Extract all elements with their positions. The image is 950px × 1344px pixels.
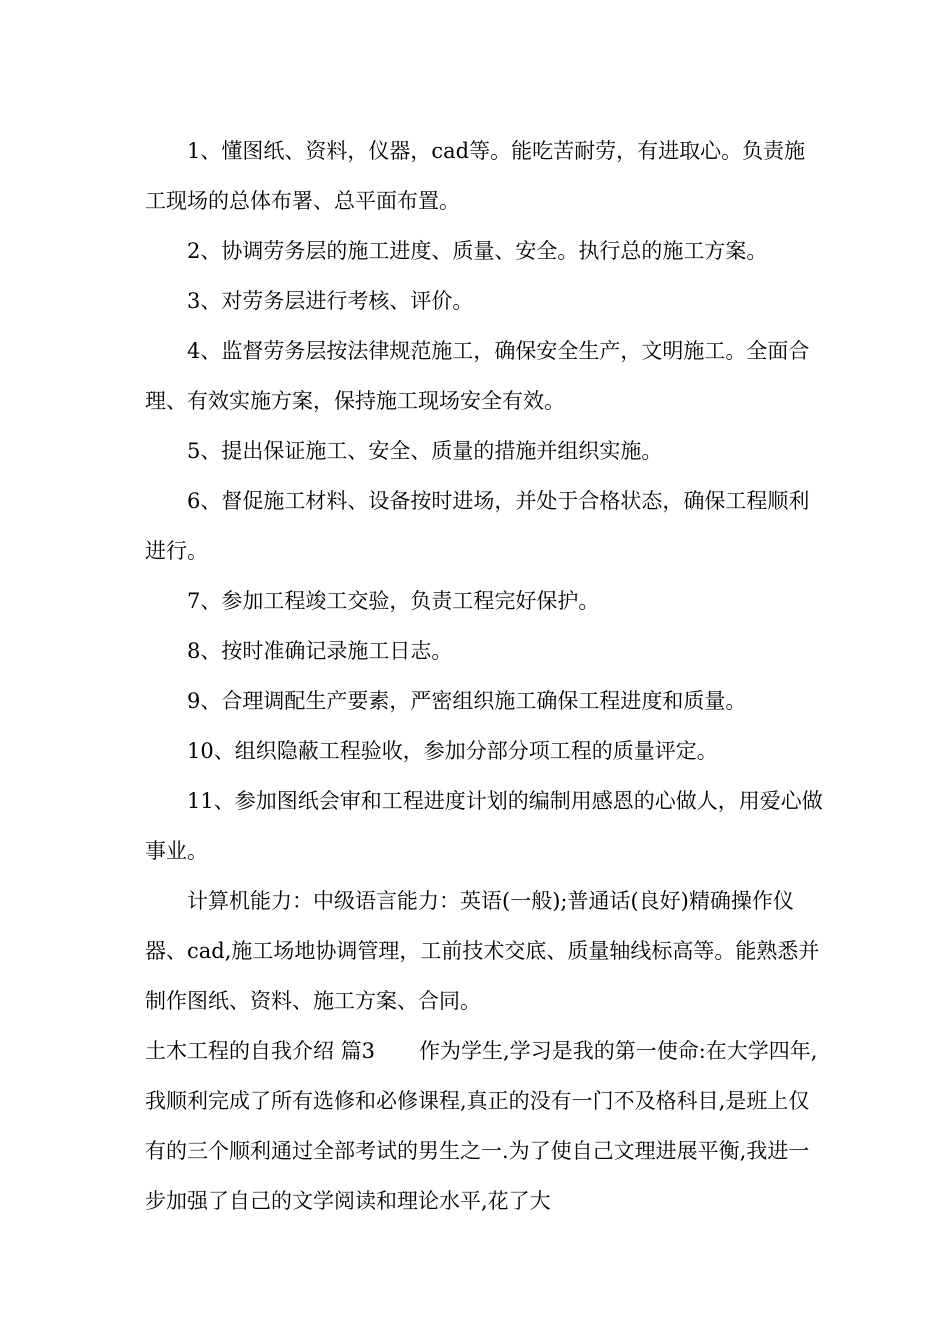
section-3-heading: 土木工程的自我介绍 篇3 [145, 1039, 376, 1063]
document-page [145, 126, 825, 1226]
duty-item-11: 11、参加图纸会审和工程进度计划的编制用感恩的心做人，用爱心做事业。 [145, 789, 823, 863]
duty-item-7: 7、参加工程竣工交验，负责工程完好保护。 [187, 589, 600, 613]
duty-item-4: 4、监督劳务层按法律规范施工，确保安全生产，文明施工。全面合理、有效实施方案，保持施工现场安全有效。 [145, 339, 810, 413]
duty-item-8: 8、按时准确记录施工日志。 [187, 639, 453, 663]
duty-item-5: 5、提出保证施工、安全、质量的措施并组织实施。 [187, 439, 663, 463]
duty-item-2: 2、协调劳务层的施工进度、质量、安全。执行总的施工方案。 [187, 239, 768, 263]
duty-item-3: 3、对劳务层进行考核、评价。 [187, 289, 474, 313]
duty-item-6: 6、督促施工材料、设备按时进场，并处于合格状态，确保工程顺利进行。 [145, 489, 810, 563]
duty-item-1: 1、懂图纸、资料，仪器，cad等。能吃苦耐劳，有进取心。负责施工现场的总体布署、总平面布置。 [145, 139, 806, 213]
section-3-body: 作为学生,学习是我的第一使命:在大学四年,我顺利完成了所有选修和必修课程,真正的没有一门不及格科目,是班上仅有的三个顺利通过全部考试的男生之一.为了使自己文理进展平衡,我进一步加强了自己的文学阅读和理论水平,花了大 [145, 1039, 818, 1213]
section-3 [145, 1026, 825, 1226]
duty-item-9: 9、合理调配生产要素，严密组织施工确保工程进度和质量。 [187, 689, 747, 713]
skills-paragraph: 计算机能力：中级语言能力：英语(一般);普通话(良好)精确操作仪器、cad,施工场地协调管理，工前技术交底、质量轴线标高等。能熟悉并制作图纸、资料、施工方案、合同。 [145, 889, 820, 1013]
duty-item-10: 10、组织隐蔽工程验收，参加分部分项工程的质量评定。 [187, 739, 718, 763]
